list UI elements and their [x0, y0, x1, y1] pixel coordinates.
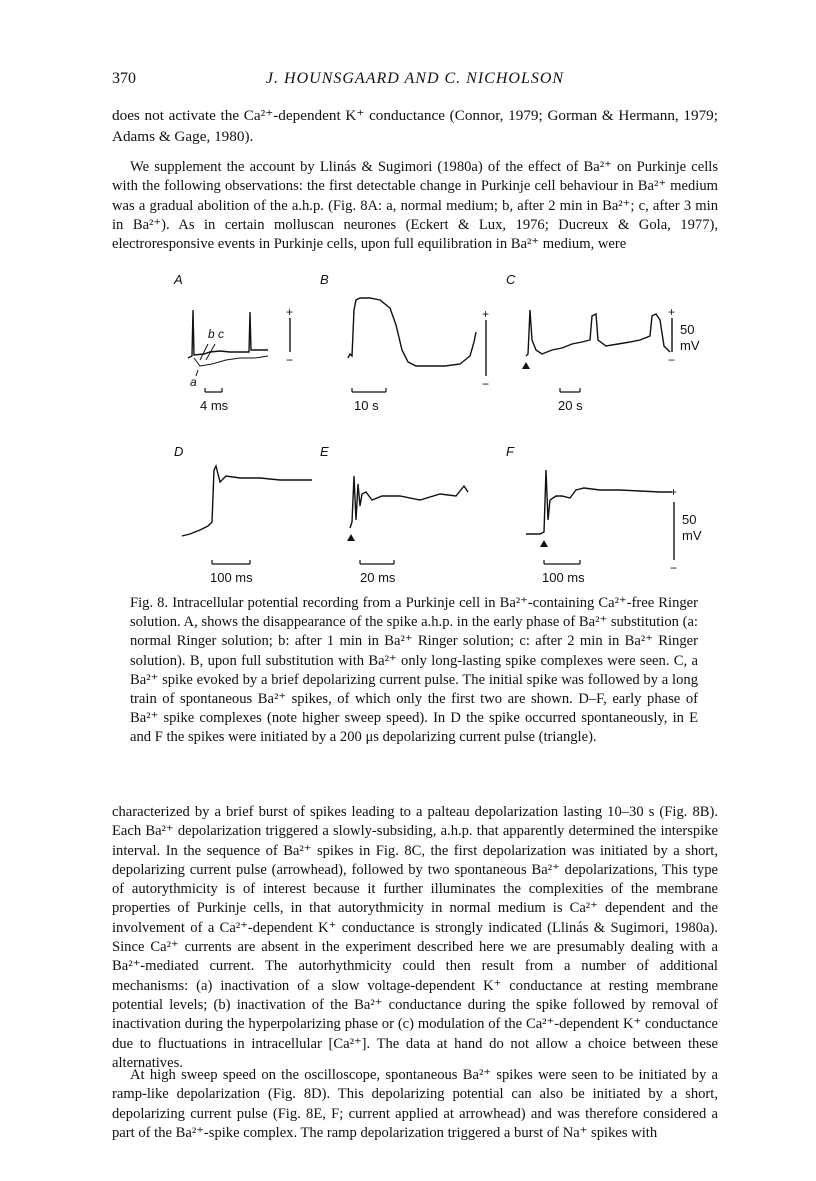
panel-f-volt-unit: mV	[682, 528, 702, 543]
paragraph-sweep-speed: At high sweep speed on the oscilloscope, spontaneous Ba²⁺ spikes were seen to be initiated by a ramp-like depolarization (Fig. 8D). This depolarizing potential can also be initiated by a short, depolarizing current pulse (Fig. 8E, F; current applied at arrowhead) and was therefore considered a part of the Ba²⁺-spike complex. The ramp depolarization triggered a burst of Na⁺ spikes with	[112, 1067, 718, 1141]
panel-f-scale-label: 100 ms	[542, 570, 585, 585]
panel-e-scale-label: 20 ms	[360, 570, 396, 585]
panel-c-trace	[526, 310, 670, 356]
figure-8	[160, 270, 720, 590]
panel-f-plus: +	[670, 485, 678, 499]
panel-a-plus: +	[286, 305, 294, 319]
panel-c-time-bar	[560, 388, 580, 392]
caption-label: Fig. 8.	[130, 595, 169, 611]
panel-a-trace-label-c: c	[218, 327, 224, 341]
panel-a-trace-hyperpol	[194, 356, 268, 366]
paragraph-autorhythmicity: characterized by a brief burst of spikes leading to a palteau depolarization lasting 10–30 s (Fig. 8B). Each Ba²⁺ depolarization triggered a slowly-subsiding, a.h.p. that apparently determined the interspike interval. In the sequence of Ba²⁺ spikes in Fig. 8C, the first depolarization was initiated by a short, depolarizing current pulse (arrowhead), followed by two spontaneous Ba²⁺ depolarizations, This type of autorythmicity is of interest because it further illuminates the complexities of the membrane properties of Purkinje cells, in that autorythmicity in normal medium is Ca²⁺ dependent and the involvement of a Ca²⁺-dependent K⁺ conductance is strongly indicated (Llinás & Sugimori, 1980a). Since Ca²⁺ currents are absent in the experiment described here we are presumably dealing with a Ba²⁺-mediated current. The autorhythmicity could then result from a number of additional mechanisms: (a) inactivation of a slow voltage-dependent K⁺ conductance at resting membrane potential levels; (b) inactivation of the Ba²⁺ conductance during the spike followed by removal of inactivation during the hyperpolarizing phase or (c) modulation of the Ca²⁺-dependent K⁺ conductance due to fluctuations in intracellular [Ca²⁺]. The data at hand do not allow a choice between these alternatives.	[112, 804, 718, 1071]
caption-text: Intracellular potential recording from a Purkinje cell in Ba²⁺-containing Ca²⁺-free Ringer solution. A, shows the disappearance of the spike a.h.p. in the early phase of Ba²⁺ substitution (a: normal Ringer solution; b: after 1 min in Ba²⁺ Ringer solution; c: after 2 min in Ba²⁺ Ringer solution). B, upon full substitution with Ba²⁺ only long-lasting spike complexes were seen. C, a Ba²⁺ spike evoked by a brief depolarizing current pulse. The initial spike was followed by a long train of spontaneous Ba²⁺ spikes, of which only the first two are shown. D–F, early phase of Ba²⁺ spike complexes (note higher sweep speed). In D the spike occurred spontaneously, in E and F the spikes were initiated by a 200 μs depolarizing current pulse (triangle).	[130, 595, 699, 746]
panel-a-trace-label-a: a	[190, 375, 197, 389]
panel-c-minus: −	[668, 353, 676, 367]
panel-a-trace-label-b: b	[208, 327, 215, 341]
panel-c-volt-value: 50	[680, 322, 695, 337]
panel-a-pointer-lines	[196, 344, 215, 376]
panel-b-scale-label: 10 s	[354, 398, 379, 413]
panel-b-time-bar	[352, 388, 386, 392]
panel-f-time-bar	[544, 560, 580, 564]
figure-8-traces	[160, 270, 720, 590]
panel-c-label: C	[506, 272, 516, 287]
panel-f-volt-value: 50	[682, 512, 697, 527]
panel-a-trace	[188, 310, 268, 358]
panel-e-time-bar	[360, 560, 394, 564]
panel-a-label: A	[174, 272, 183, 287]
paragraph-barium-intro: We supplement the account by Llinás & Sugimori (1980a) of the effect of Ba²⁺ on Purkinje cells with the following observations: the first detectable change in Purkinje cell behaviour in Ba²⁺ medium was a gradual abolition of the a.h.p. (Fig. 8A: a, normal medium; b, after 2 min in Ba²⁺; c, after 3 min in Ba²⁺). As in certain molluscan neurones (Eckert & Lux, 1976; Ducreux & Gola, 1977), electroresponsive events in Purkinje cells, upon full equilibration in Ba²⁺ medium, were	[112, 159, 718, 253]
panel-c-plus: +	[668, 305, 676, 319]
panel-e-trace	[350, 476, 468, 528]
panel-c-scale-label: 20 s	[558, 398, 583, 413]
panel-d-scale-label: 100 ms	[210, 570, 253, 585]
panel-d-label: D	[174, 444, 184, 459]
panel-f-arrowhead	[540, 540, 548, 547]
panel-e-label: E	[320, 444, 329, 459]
panel-e-arrowhead	[347, 534, 355, 541]
panel-c-arrowhead	[522, 362, 530, 369]
figure-caption	[130, 594, 698, 748]
panel-b-minus: −	[482, 377, 490, 391]
paragraph-continuation: does not activate the Ca²⁺-dependent K⁺ conductance (Connor, 1979; Gorman & Hermann, 1979; Adams & Gage, 1980).	[112, 107, 718, 145]
panel-b-plus: +	[482, 307, 490, 321]
panel-f-minus: −	[670, 561, 678, 575]
panel-a-scale-label: 4 ms	[200, 398, 229, 413]
panel-b-label: B	[320, 272, 329, 287]
page-number: 370	[112, 70, 136, 87]
panel-b-trace	[348, 298, 476, 366]
panel-a-time-bar	[205, 388, 222, 392]
panel-f-trace	[526, 470, 672, 534]
panel-d-trace	[182, 466, 312, 536]
panel-c-volt-unit: mV	[680, 338, 700, 353]
panel-d-time-bar	[212, 560, 250, 564]
page-header	[112, 70, 718, 94]
panel-f-label: F	[506, 444, 514, 459]
running-head: J. HOUNSGAARD AND C. NICHOLSON	[265, 70, 565, 87]
panel-a-minus: −	[286, 353, 294, 367]
